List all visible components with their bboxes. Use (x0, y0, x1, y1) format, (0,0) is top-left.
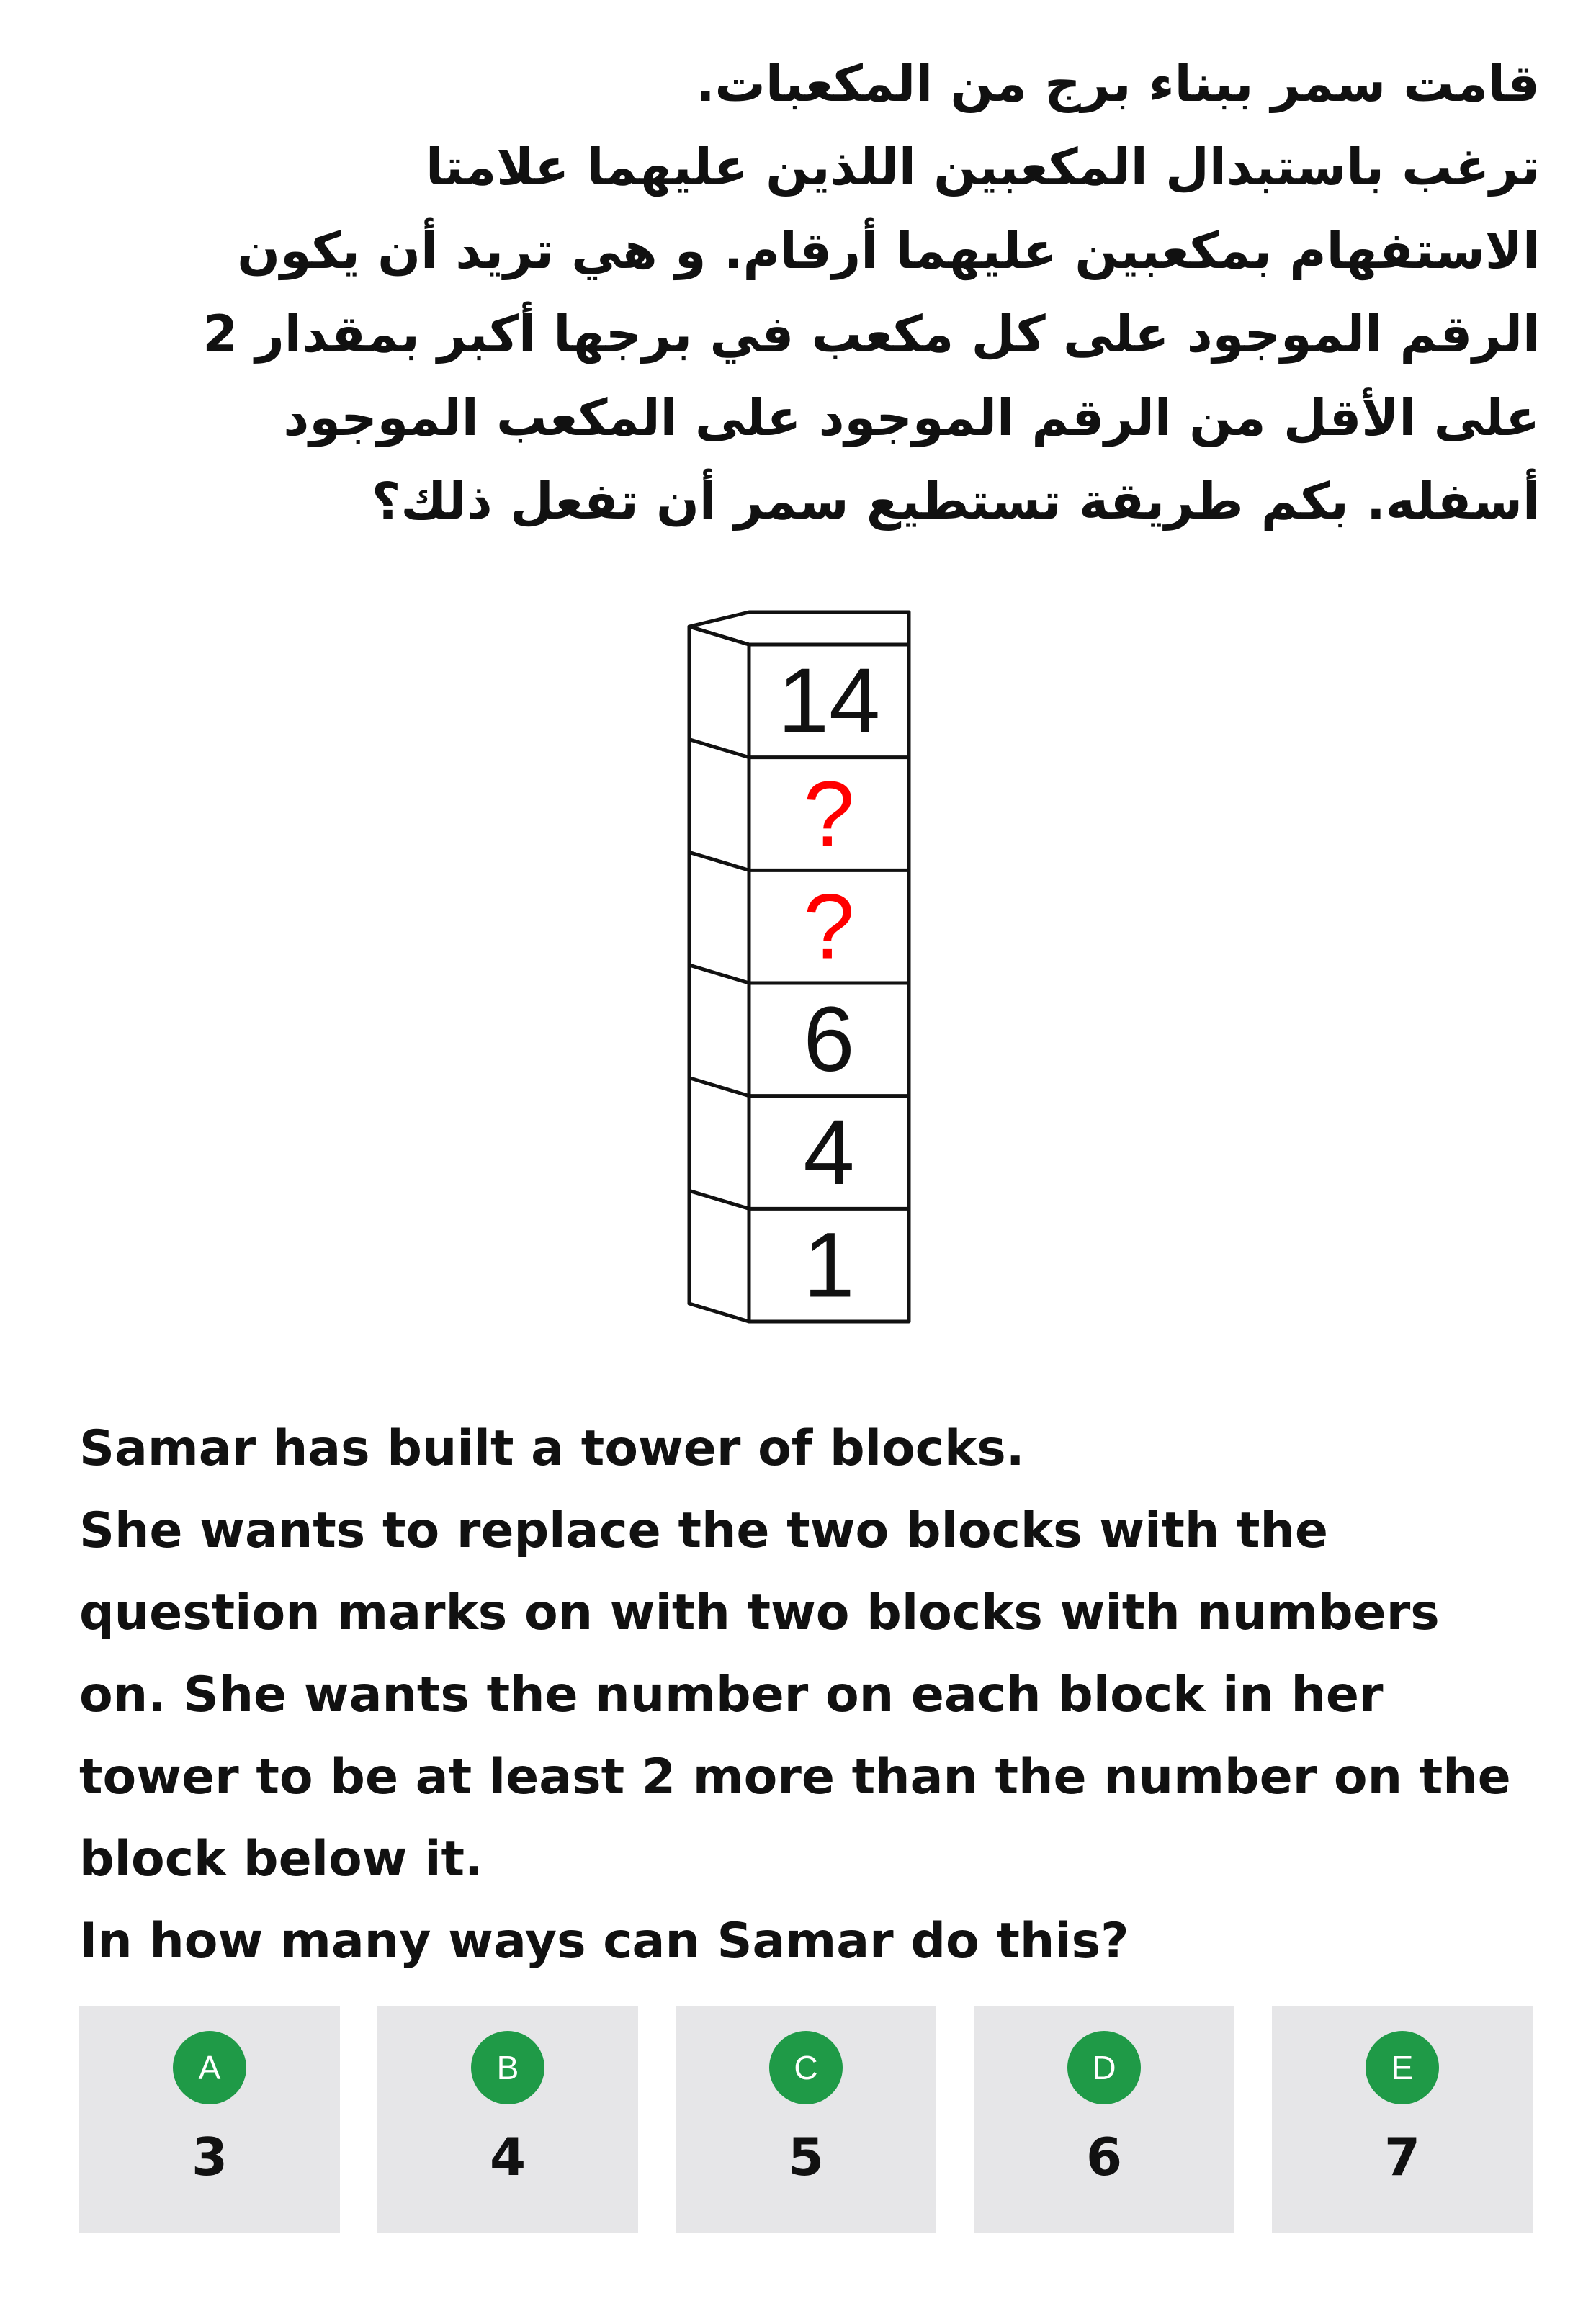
tower-top-face (689, 612, 909, 645)
option-letter-badge: D (1067, 2031, 1141, 2104)
block-side-divider (689, 852, 749, 870)
english-line: She wants to replace the two blocks with the (79, 1502, 1329, 1559)
block-number-label: 6 (803, 988, 855, 1092)
option-e[interactable] (1272, 2006, 1533, 2233)
english-line: question marks on with two blocks with numbers (79, 1584, 1440, 1641)
arabic-line: الاستفهام بمكعبين عليهما أرقام. و هي تريد أن يكون (237, 221, 1540, 280)
option-c[interactable] (676, 2006, 936, 2233)
english-line: block below it. (79, 1831, 483, 1888)
block-number-label: 4 (803, 1100, 855, 1204)
question-mark-block-label: ? (803, 762, 855, 866)
english-line: on. She wants the number on each block in her (79, 1667, 1384, 1723)
english-line: Samar has built a tower of blocks. (79, 1420, 1025, 1477)
arabic-line: قامت سمر ببناء برج من المكعبات. (695, 54, 1540, 113)
option-b[interactable] (377, 2006, 638, 2233)
option-letter-badge: C (769, 2031, 843, 2104)
option-value: 6 (1085, 2127, 1123, 2187)
english-line: tower to be at least 2 more than the number on the (79, 1749, 1511, 1806)
question-mark-block-label: ? (803, 875, 855, 979)
option-letter-badge: B (471, 2031, 544, 2104)
option-value: 4 (489, 2127, 526, 2187)
block-side-divider (689, 740, 749, 758)
english-line: In how many ways can Samar do this? (79, 1913, 1129, 1970)
option-value: 5 (787, 2127, 825, 2187)
block-side-divider (689, 965, 749, 983)
option-letter-badge: A (173, 2031, 246, 2104)
option-a[interactable] (79, 2006, 340, 2233)
option-value: 3 (191, 2127, 228, 2187)
option-value: 7 (1384, 2127, 1421, 2187)
block-side-divider (689, 1078, 749, 1096)
arabic-line: على الأقل من الرقم الموجود على المكعب الموجود (283, 388, 1540, 447)
block-number-label: 14 (777, 650, 881, 753)
arabic-question (78, 42, 1540, 543)
block-number-label: 1 (803, 1214, 855, 1317)
arabic-line: الرقم الموجود على كل مكعب في برجها أكبر بمقدار 2 (202, 305, 1540, 364)
english-question (79, 1408, 1563, 1983)
option-d[interactable] (974, 2006, 1234, 2233)
block-tower (681, 609, 918, 1325)
block-side-divider (689, 1190, 749, 1208)
arabic-line: أسفله. بكم طريقة تستطيع سمر أن تفعل ذلك؟ (371, 472, 1540, 531)
option-letter-badge: E (1366, 2031, 1439, 2104)
arabic-line: ترغب باستبدال المكعبين اللذين عليهما علامتا (425, 138, 1540, 197)
